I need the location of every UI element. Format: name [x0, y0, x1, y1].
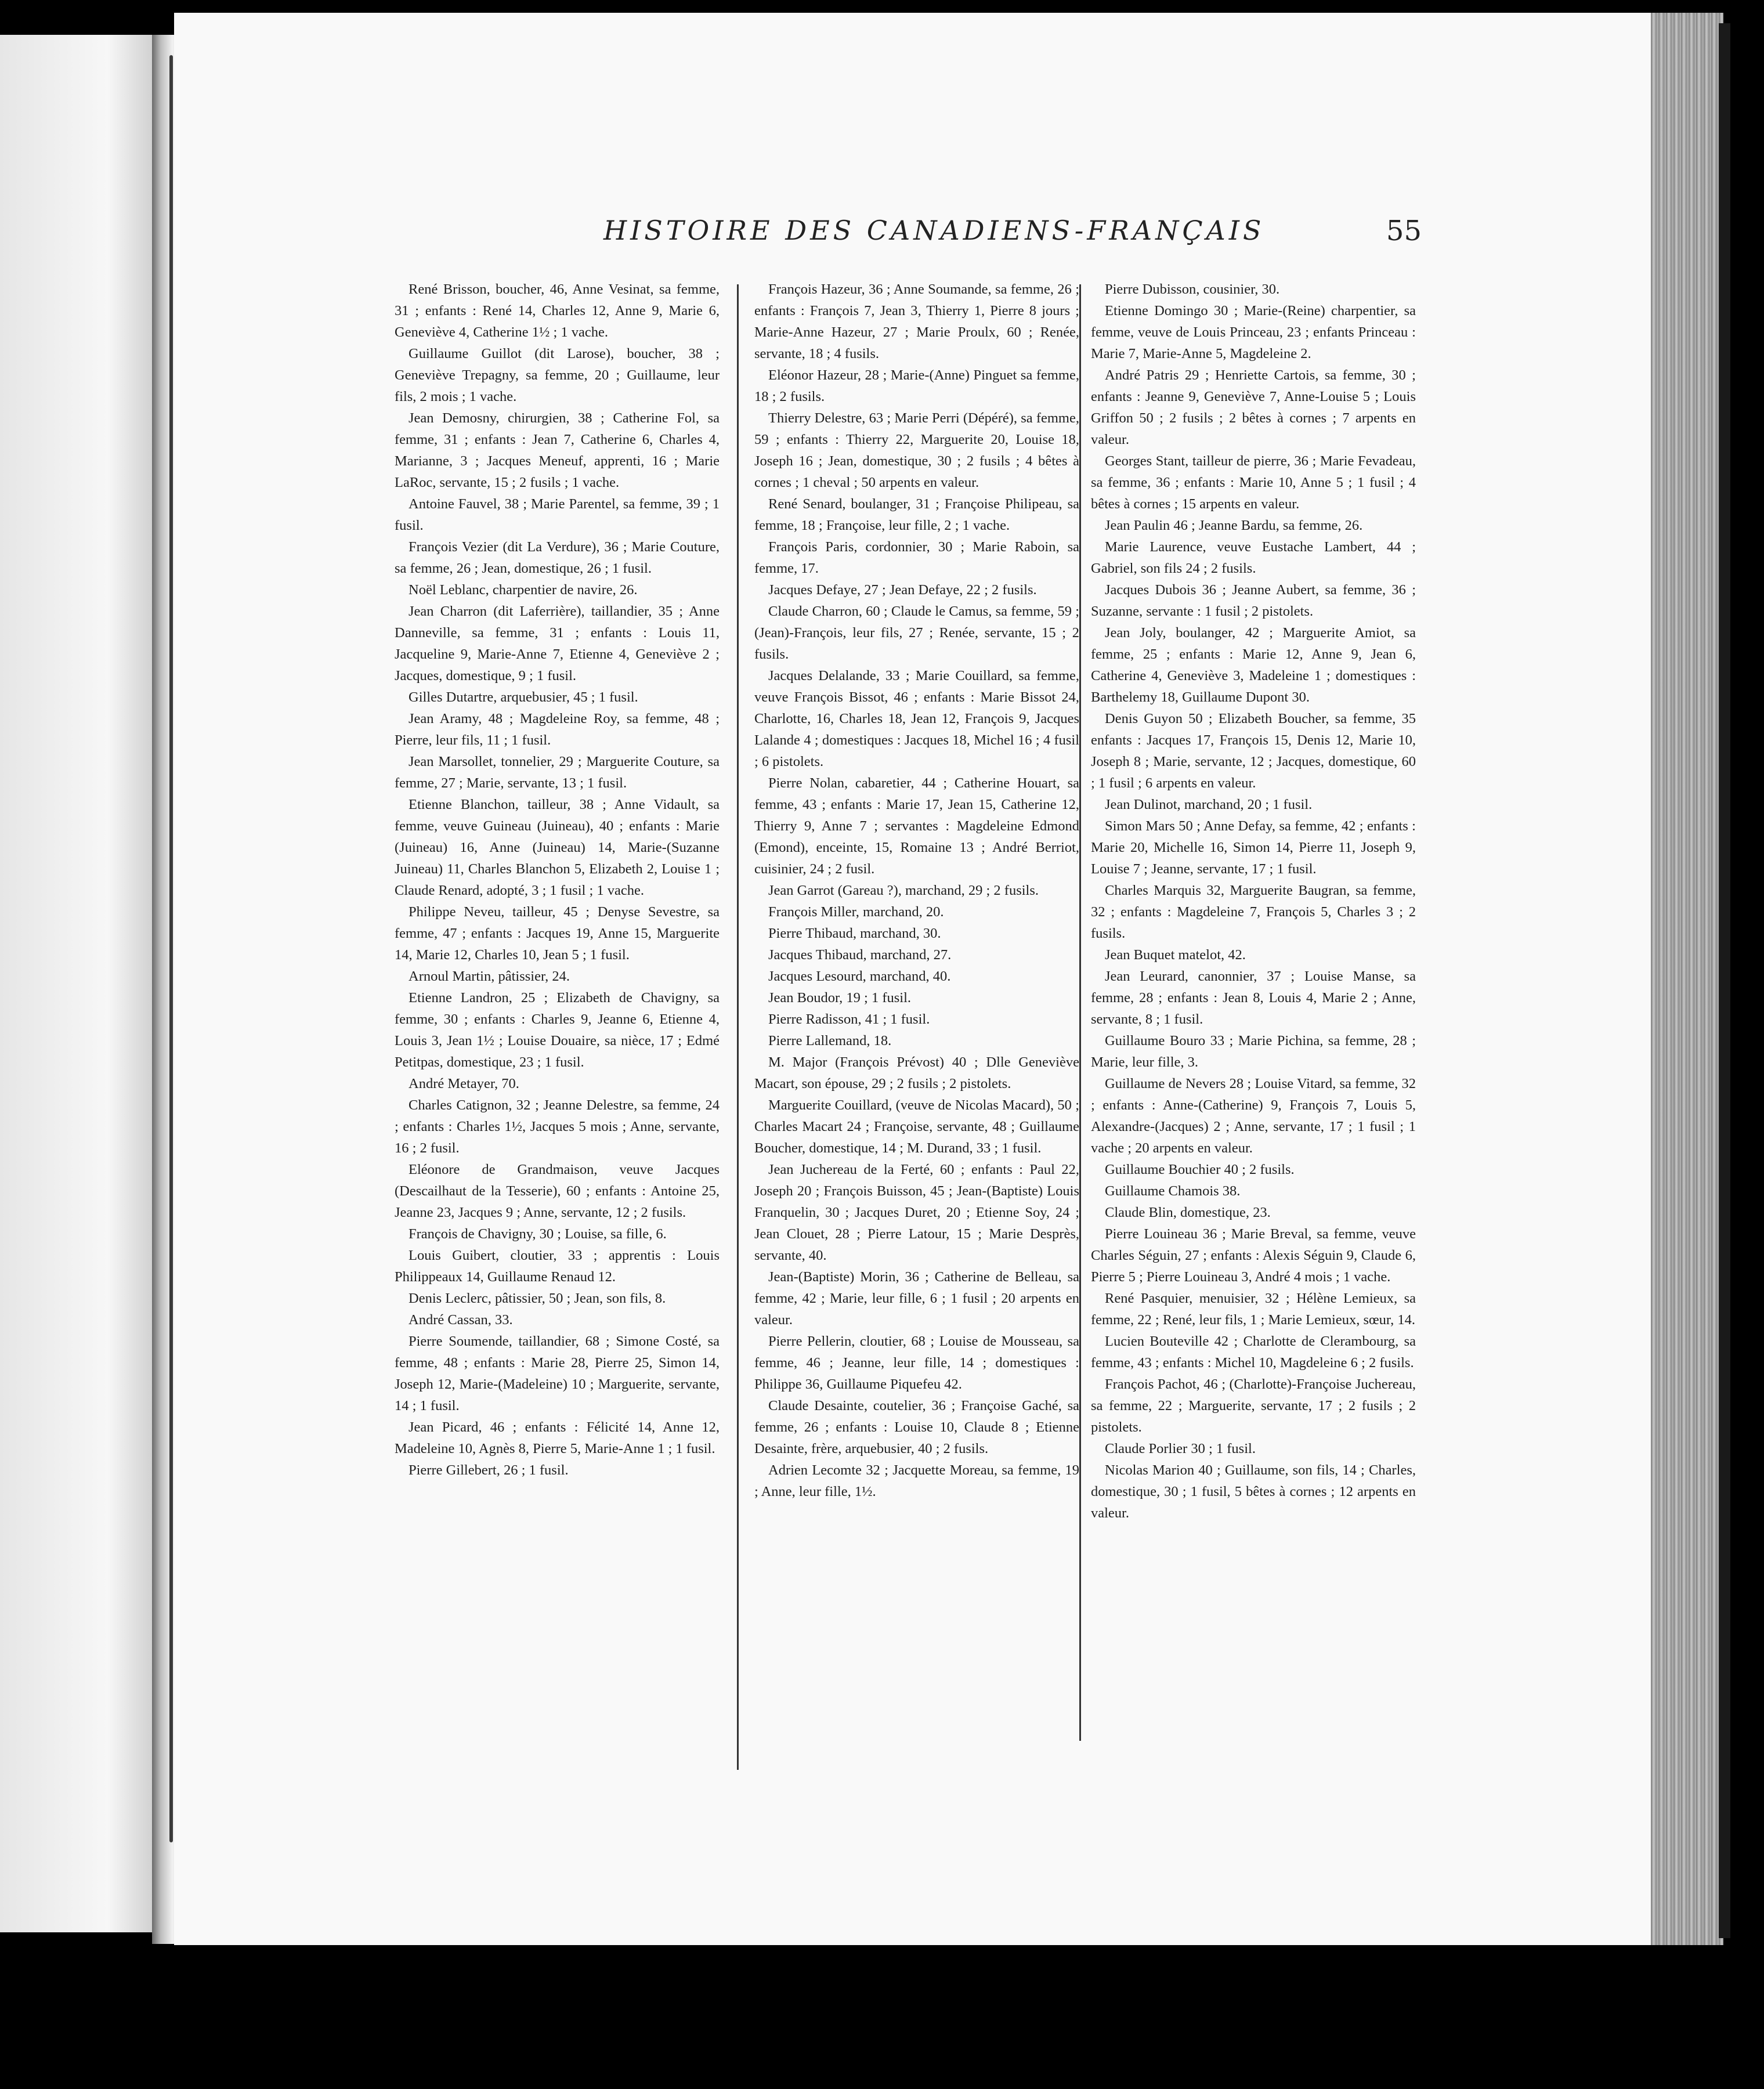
census-entry: Claude Charron, 60 ; Claude le Camus, sa femme, 59 ; (Jean)-François, leur fils, 27 ; Renée, servante, 15 ; 2 fusils. [754, 603, 1079, 662]
census-entry: Jacques Delalande, 33 ; Marie Couillard, sa femme, veuve François Bissot, 46 ; enfants : Marie Bissot 24, Charlotte, 16, Charles 18, Jean 12, François 9, Jacques Lalande 4 ; domestiques : Jacques 18, Michel 16 ; 4 fusil ; 6 pistolets. [754, 668, 1079, 769]
census-entry: Jean Charron (dit Laferrière), taillandier, 35 ; Anne Danneville, sa femme, 31 ; enfants : Louis 11, Jacqueline 9, Marie-Anne 7, Etienne 4, Geneviève 2 ; Jacques, domestique, 9 ; 1 fusil. [395, 603, 720, 684]
census-entry: Pierre Thibaud, marchand, 30. [768, 926, 941, 941]
census-entry: Pierre Dubisson, cousinier, 30. [1105, 281, 1280, 297]
census-entry: René Pasquier, menuisier, 32 ; Hélène Lemieux, sa femme, 22 ; René, leur fils, 1 ; Marie Lemieux, sœur, 14. [1091, 1291, 1416, 1328]
census-entry: Jean Picard, 46 ; enfants : Félicité 14, Anne 12, Madeleine 10, Agnès 8, Pierre 5, Marie-Anne 1 ; 1 fusil. [395, 1419, 720, 1456]
census-entry: Antoine Fauvel, 38 ; Marie Parentel, sa femme, 39 ; 1 fusil. [395, 496, 720, 533]
census-entry: Jean Aramy, 48 ; Magdeleine Roy, sa femme, 48 ; Pierre, leur fils, 11 ; 1 fusil. [395, 711, 720, 748]
census-entry: Eléonore de Grandmaison, veuve Jacques (Descailhaut de la Tesserie), 60 ; enfants : Antoine 25, Jeanne 23, Jacques 9 ; Anne, servante, 12 ; 2 fusils. [395, 1162, 720, 1220]
census-entry: Guillaume de Nevers 28 ; Louise Vitard, sa femme, 32 ; enfants : Anne-(Catherine) 9, François 7, Louis 5, Alexandre-(Jacques) 2 ; Anne, servante, 17 ; 1 fusil ; 1 vache ; 20 arpents en valeur. [1091, 1076, 1416, 1156]
census-entry: François de Chavigny, 30 ; Louise, sa fille, 6. [409, 1226, 667, 1242]
census-entry: Pierre Lallemand, 18. [768, 1033, 892, 1049]
census-entry: Nicolas Marion 40 ; Guillaume, son fils, 14 ; Charles, domestique, 30 ; 1 fusil, 5 bêtes à cornes ; 12 arpents en valeur. [1091, 1462, 1416, 1521]
page-stack-edge [1651, 13, 1723, 1945]
census-entry: Jean Garrot (Gareau ?), marchand, 29 ; 2 fusils. [768, 883, 1039, 898]
census-entry: Pierre Pellerin, cloutier, 68 ; Louise de Mousseau, sa femme, 46 ; Jeanne, leur fille, 14 ; domestiques : Philippe 36, Guillaume Piquefeu 42. [754, 1333, 1079, 1392]
census-entry: Lucien Bouteville 42 ; Charlotte de Clerambourg, sa femme, 43 ; enfants : Michel 10, Magdeleine 6 ; 2 fusils. [1091, 1333, 1416, 1371]
census-entry: Jacques Defaye, 27 ; Jean Defaye, 22 ; 2 fusils. [768, 582, 1037, 598]
census-entry: Claude Desainte, coutelier, 36 ; Françoise Gaché, sa femme, 26 ; enfants : Louise 10, Claude 8 ; Etienne Desainte, frère, arquebusier, 40 ; 2 fusils. [754, 1398, 1079, 1456]
census-entry: Claude Porlier 30 ; 1 fusil. [1105, 1441, 1256, 1456]
page-number: 55 [1386, 215, 1422, 247]
census-entry: Jean Paulin 46 ; Jeanne Bardu, sa femme, 26. [1105, 518, 1363, 533]
census-entry: René Senard, boulanger, 31 ; Françoise Philipeau, sa femme, 18 ; Françoise, leur fille, 2 ; 1 vache. [754, 496, 1079, 533]
census-entry: François Pachot, 46 ; (Charlotte)-Françoise Juchereau, sa femme, 22 ; Marguerite, servante, 17 ; 2 fusils ; 2 pistolets. [1091, 1376, 1416, 1435]
census-entry: Jean Leurard, canonnier, 37 ; Louise Manse, sa femme, 28 ; enfants : Jean 8, Louis 4, Marie 2 ; Anne, servante, 8 ; 1 fusil. [1091, 968, 1416, 1027]
left-page-edge [0, 35, 154, 1932]
census-entry: Philippe Neveu, tailleur, 45 ; Denyse Sevestre, sa femme, 47 ; enfants : Jacques 19, Anne 15, Marguerite 14, Marie 12, Charles 10, Jean 5 ; 1 fusil. [395, 904, 720, 963]
census-entry: Jean-(Baptiste) Morin, 36 ; Catherine de Belleau, sa femme, 42 ; Marie, leur fille, 6 ; 1 fusil ; 20 arpents en valeur. [754, 1269, 1079, 1328]
column-rule [737, 284, 739, 1770]
census-entry: Guillaume Guillot (dit Larose), boucher, 38 ; Geneviève Trepagny, sa femme, 20 ; Guillaume, leur fils, 2 mois ; 1 vache. [395, 346, 720, 404]
census-entry: Jean Buquet matelot, 42. [1105, 947, 1246, 963]
census-entry: François Hazeur, 36 ; Anne Soumande, sa femme, 26 ; enfants : François 7, Jean 3, Thierry 1, Pierre 8 jours ; Marie-Anne Hazeur, 27 ; Marie Proulx, 60 ; Renée, servante, 18 ; 4 fusils. [754, 281, 1079, 362]
census-entry: Noël Leblanc, charpentier de navire, 26. [409, 582, 638, 598]
census-entry: Jacques Lesourd, marchand, 40. [768, 968, 951, 984]
census-entry: Jean Demosny, chirurgien, 38 ; Catherine Fol, sa femme, 31 ; enfants : Jean 7, Catherine 6, Charles 4, Marianne, 3 ; Jacques Meneuf, apprenti, 16 ; Marie LaRoc, servante, 15 ; 2 fusils ; 1 vache. [395, 410, 720, 490]
census-entry: Gilles Dutartre, arquebusier, 45 ; 1 fusil. [409, 689, 638, 705]
book-cover-edge [1719, 23, 1730, 1938]
census-entry: Eléonor Hazeur, 28 ; Marie-(Anne) Pinguet sa femme, 18 ; 2 fusils. [754, 367, 1079, 404]
census-entry: André Cassan, 33. [409, 1312, 513, 1328]
census-entry: Claude Blin, domestique, 23. [1105, 1205, 1271, 1220]
census-entry: Jean Joly, boulanger, 42 ; Marguerite Amiot, sa femme, 25 ; enfants : Marie 12, Anne 9, Jean 6, Catherine 4, Geneviève 3, Madeleine 1 ; domestiques : Barthelemy 18, Guillaume Dupont 30. [1091, 625, 1416, 705]
text-column-3 [1091, 279, 1416, 1524]
running-header: HISTOIRE DES CANADIENS-FRANÇAIS [603, 215, 1265, 246]
census-entry: Pierre Gillebert, 26 ; 1 fusil. [409, 1462, 569, 1478]
text-column-2 [754, 279, 1079, 1502]
column-rule [1079, 284, 1081, 1741]
census-entry: Guillaume Bouchier 40 ; 2 fusils. [1105, 1162, 1295, 1177]
census-entry: Denis Guyon 50 ; Elizabeth Boucher, sa femme, 35 enfants : Jacques 17, François 15, Denis 12, Marie 10, Joseph 8 ; Marie, servante, 12 ; Jacques, domestique, 60 ; 1 fusil ; 6 arpents en valeur. [1091, 711, 1416, 791]
census-entry: André Metayer, 70. [409, 1076, 519, 1092]
census-entry: Pierre Nolan, cabaretier, 44 ; Catherine Houart, sa femme, 43 ; enfants : Marie 17, Jean 15, Catherine 12, Thierry 9, Anne 7 ; servantes : Magdeleine Edmond (Emond), enceinte, 15, Romaine 13 ; André Berriot, cuisinier, 24 ; 2 fusil. [754, 775, 1079, 877]
census-entry: Pierre Radisson, 41 ; 1 fusil. [768, 1011, 930, 1027]
census-entry: Georges Stant, tailleur de pierre, 36 ; Marie Fevadeau, sa femme, 36 ; enfants : Marie 10, Anne 5 ; 1 fusil ; 4 bêtes à cornes ; 15 arpents en valeur. [1091, 453, 1416, 512]
census-entry: Pierre Louineau 36 ; Marie Breval, sa femme, veuve Charles Séguin, 27 ; enfants : Alexis Séguin 9, Claude 6, Pierre 5 ; Pierre Louineau 3, André 4 mois ; 1 vache. [1091, 1226, 1416, 1285]
census-entry: Etienne Landron, 25 ; Elizabeth de Chavigny, sa femme, 30 ; enfants : Charles 9, Jeanne 6, Etienne 4, Louis 3, Jean 1½ ; Louise Douaire, sa nièce, 17 ; Edmé Petitpas, domestique, 23 ; 1 fusil. [395, 990, 720, 1070]
census-entry: François Vezier (dit La Verdure), 36 ; Marie Couture, sa femme, 26 ; Jean, domestique, 26 ; 1 fusil. [395, 539, 720, 576]
census-entry: Marguerite Couillard, (veuve de Nicolas Macard), 50 ; Charles Macart 24 ; Françoise, servante, 48 ; Guillaume Boucher, domestique, 14 ; M. Durand, 33 ; 1 fusil. [754, 1097, 1079, 1156]
census-entry: Jean Dulinot, marchand, 20 ; 1 fusil. [1105, 797, 1313, 812]
census-entry: Louis Guibert, cloutier, 33 ; apprentis : Louis Philippeaux 14, Guillaume Renaud 12. [395, 1248, 720, 1285]
census-entry: René Brisson, boucher, 46, Anne Vesinat, sa femme, 31 ; enfants : René 14, Charles 12, Anne 9, Marie 6, Geneviève 4, Catherine 1½ ; 1 vache. [395, 281, 720, 340]
census-entry: Etienne Domingo 30 ; Marie-(Reine) charpentier, sa femme, veuve de Louis Princeau, 23 ; enfants Princeau : Marie 7, Marie-Anne 5, Magdeleine 2. [1091, 303, 1416, 362]
census-entry: Jacques Dubois 36 ; Jeanne Aubert, sa femme, 36 ; Suzanne, servante : 1 fusil ; 2 pistolets. [1091, 582, 1416, 619]
census-entry: Jean Marsollet, tonnelier, 29 ; Marguerite Couture, sa femme, 27 ; Marie, servante, 13 ; 1 fusil. [395, 754, 720, 791]
census-entry: Guillaume Chamois 38. [1105, 1183, 1241, 1199]
census-entry: Simon Mars 50 ; Anne Defay, sa femme, 42 ; enfants : Marie 20, Michelle 16, Simon 14, Pierre 11, Joseph 9, Louise 7 ; Jeanne, servante, 17 ; 1 fusil. [1091, 818, 1416, 877]
census-entry: Jacques Thibaud, marchand, 27. [768, 947, 952, 963]
census-entry: Denis Leclerc, pâtissier, 50 ; Jean, son fils, 8. [409, 1291, 666, 1306]
census-entry: Adrien Lecomte 32 ; Jacquette Moreau, sa femme, 19 ; Anne, leur fille, 1½. [754, 1462, 1079, 1499]
census-entry: Jean Boudor, 19 ; 1 fusil. [768, 990, 912, 1006]
census-entry: M. Major (François Prévost) 40 ; Dlle Geneviève Macart, son épouse, 29 ; 2 fusils ; 2 pistolets. [754, 1054, 1079, 1092]
text-column-1 [395, 279, 720, 1481]
census-entry: Charles Catignon, 32 ; Jeanne Delestre, sa femme, 24 ; enfants : Charles 1½, Jacques 5 mois ; Anne, servante, 16 ; 2 fusil. [395, 1097, 720, 1156]
census-entry: Guillaume Bouro 33 ; Marie Pichina, sa femme, 28 ; Marie, leur fille, 3. [1091, 1033, 1416, 1070]
census-entry: Pierre Soumende, taillandier, 68 ; Simone Costé, sa femme, 48 ; enfants : Marie 28, Pierre 25, Simon 14, Joseph 12, Marie-(Madeleine) 10 ; Marguerite, servante, 14 ; 1 fusil. [395, 1333, 720, 1414]
census-entry: Etienne Blanchon, tailleur, 38 ; Anne Vidault, sa femme, veuve Guineau (Juineau), 40 ; enfants : Marie (Juineau) 16, Anne (Juineau) 14, Marie-(Suzanne Juineau) 11, Charles Blanchon 5, Elizabeth 2, Louise 1 ; Claude Renard, adopté, 3 ; 1 fusil ; 1 vache. [395, 797, 720, 898]
census-entry: Thierry Delestre, 63 ; Marie Perri (Dépéré), sa femme, 59 ; enfants : Thierry 22, Marguerite 20, Louise 18, Joseph 16 ; Jean, domestique, 30 ; 2 fusils ; 4 bêtes à cornes ; 1 cheval ; 50 arpents en valeur. [754, 410, 1079, 490]
census-entry: André Patris 29 ; Henriette Cartois, sa femme, 30 ; enfants : Jeanne 9, Geneviève 7, Anne-Louise 5 ; Louis Griffon 50 ; 2 fusils ; 2 bêtes à cornes ; 7 arpents en valeur. [1091, 367, 1416, 447]
spine-shadow [169, 55, 173, 1842]
census-entry: François Miller, marchand, 20. [768, 904, 944, 920]
census-entry: François Paris, cordonnier, 30 ; Marie Raboin, sa femme, 17. [754, 539, 1079, 576]
census-entry: Marie Laurence, veuve Eustache Lambert, 44 ; Gabriel, son fils 24 ; 2 fusils. [1091, 539, 1416, 576]
census-entry: Charles Marquis 32, Marguerite Baugran, sa femme, 32 ; enfants : Magdeleine 7, François 5, Charles 3 ; 2 fusils. [1091, 883, 1416, 941]
census-entry: Jean Juchereau de la Ferté, 60 ; enfants : Paul 22, Joseph 20 ; François Buisson, 45 ; Jean-(Baptiste) Louis Franquelin, 30 ; Jacques Duret, 20 ; Etienne Soy, 24 ; Jean Clouet, 28 ; Pierre Latour, 15 ; Marie Desprès, servante, 40. [754, 1162, 1079, 1263]
census-entry: Arnoul Martin, pâtissier, 24. [409, 968, 570, 984]
